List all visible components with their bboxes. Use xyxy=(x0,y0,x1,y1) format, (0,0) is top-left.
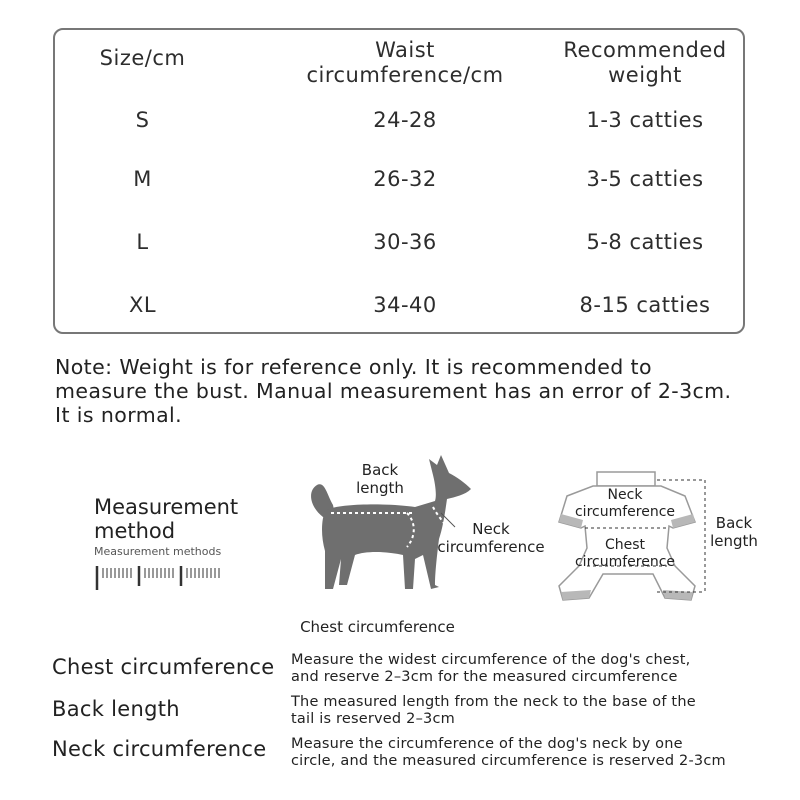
term-neck: Neck circumference xyxy=(52,737,267,761)
dog-back-line2: length xyxy=(356,479,404,497)
method-title-line2: method xyxy=(94,519,176,543)
header-weight-line1: Recommended xyxy=(563,38,727,62)
method-title-line1: Measurement xyxy=(94,495,239,519)
row-m-size: M xyxy=(133,167,152,191)
row-s-size: S xyxy=(135,108,150,132)
note-line2: measure the bust. Manual measurement has an error of 2-3cm. xyxy=(55,379,732,403)
row-l-waist: 30-36 xyxy=(373,230,437,254)
ruler-icon xyxy=(95,564,225,594)
measurement-method xyxy=(94,495,294,559)
dog-back-length-label xyxy=(350,461,410,497)
dog-back-line1: Back xyxy=(361,461,399,479)
garment-chest-label xyxy=(565,537,685,571)
garment-back-line1: Back xyxy=(715,514,753,532)
garment-back-length-label xyxy=(706,514,762,550)
garment-chest-line1: Chest xyxy=(604,537,646,553)
desc-chest xyxy=(291,652,761,686)
dog-neck-label xyxy=(432,520,550,556)
row-xl-weight: 8-15 catties xyxy=(579,293,711,317)
garment-back-line2: length xyxy=(710,532,758,550)
header-waist-line1: Waist xyxy=(375,38,435,62)
desc-chest-line2: and reserve 2–3cm for the measured circumference xyxy=(291,669,678,685)
row-xl-size: XL xyxy=(128,293,157,317)
garment-neck-line2: circumference xyxy=(574,504,676,520)
method-subtitle: Measurement methods xyxy=(94,545,222,558)
desc-neck-line2: circle, and the measured circumference is reserved 2-3cm xyxy=(291,753,726,769)
dog-neck-line2: circumference xyxy=(437,538,545,556)
note-line3: It is normal. xyxy=(55,403,183,427)
row-s-weight: 1-3 catties xyxy=(586,108,704,132)
note xyxy=(55,355,775,427)
garment-neck-label xyxy=(565,487,685,521)
desc-back-line1: The measured length from the neck to the base of the xyxy=(291,694,696,710)
desc-back-length xyxy=(291,694,761,728)
dog-neck-line1: Neck xyxy=(472,520,510,538)
row-l-size: L xyxy=(136,230,149,254)
desc-chest-line1: Measure the widest circumference of the dog's chest, xyxy=(291,652,691,668)
term-chest: Chest circumference xyxy=(52,655,275,679)
term-back-length: Back length xyxy=(52,697,180,721)
row-l-weight: 5-8 catties xyxy=(586,230,704,254)
desc-neck xyxy=(291,736,761,770)
header-weight xyxy=(540,38,750,88)
row-s-waist: 24-28 xyxy=(373,108,437,132)
row-xl-waist: 34-40 xyxy=(373,293,437,317)
header-waist xyxy=(280,38,530,88)
desc-neck-line1: Measure the circumference of the dog's neck by one xyxy=(291,736,683,752)
dog-chest-label: Chest circumference xyxy=(300,618,455,636)
garment-chest-line2: circumference xyxy=(574,554,676,570)
row-m-weight: 3-5 catties xyxy=(586,167,704,191)
garment-neck-line1: Neck xyxy=(607,487,643,503)
header-waist-line2: circumference/cm xyxy=(306,63,504,87)
note-line1: Note: Weight is for reference only. It is recommended to xyxy=(55,355,652,379)
desc-back-line2: tail is reserved 2–3cm xyxy=(291,711,455,727)
size-table xyxy=(53,28,745,334)
header-size: Size/cm xyxy=(99,46,186,70)
row-m-waist: 26-32 xyxy=(373,167,437,191)
header-weight-line2: weight xyxy=(608,63,682,87)
